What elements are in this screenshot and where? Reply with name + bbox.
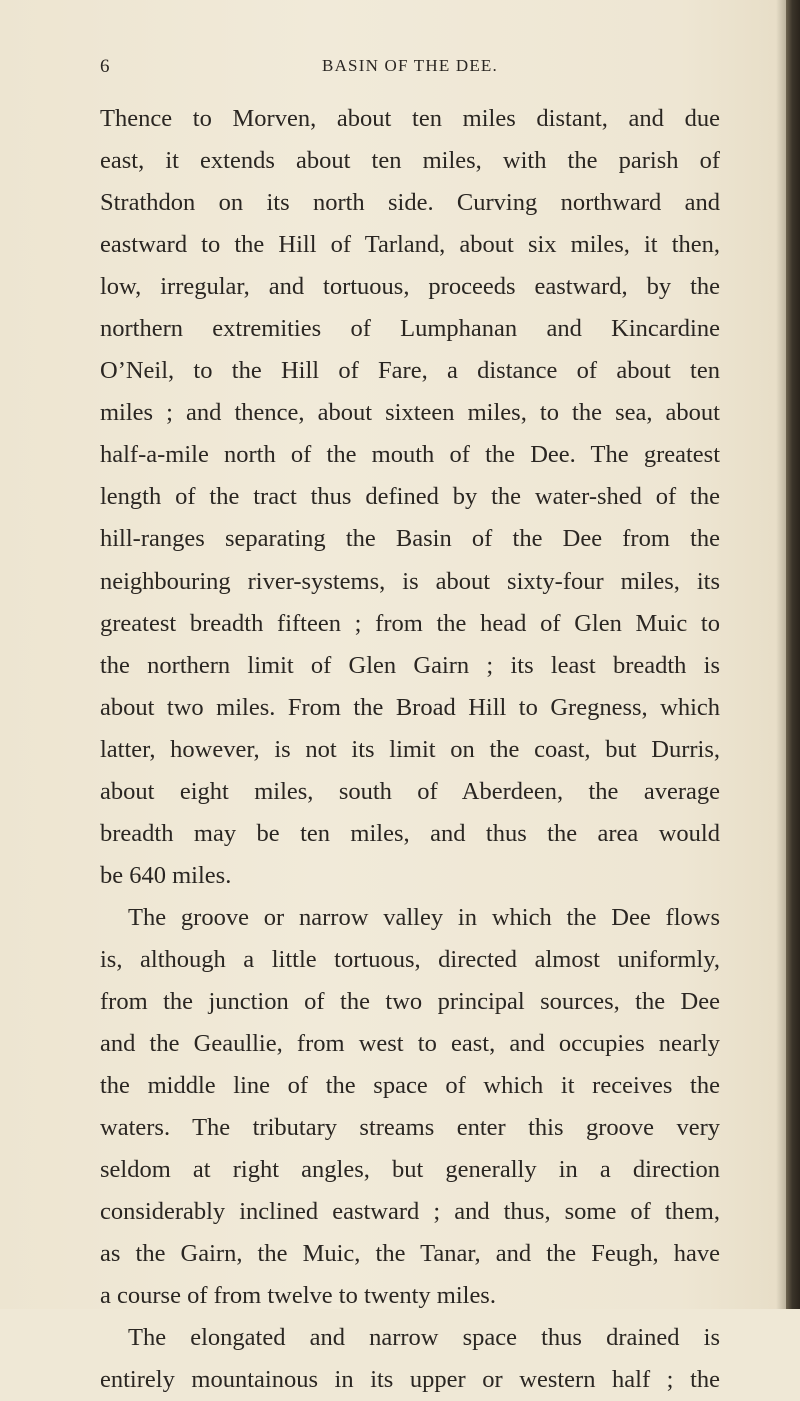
page-edge-shadow xyxy=(776,0,786,1309)
binding-edge xyxy=(786,0,800,1309)
text-line: is, although a little tortuous, directed almost uniformly, xyxy=(100,945,720,973)
text-line: The elongated and narrow space thus drained is xyxy=(128,1324,720,1352)
text-line: neighbouring river-systems, is about sixty-four miles, its xyxy=(100,567,720,595)
text-line: and the Geaullie, from west to east, and occupies nearly xyxy=(100,1030,720,1058)
text-line: length of the tract thus defined by the water-shed of the xyxy=(100,483,720,511)
text-line: about eight miles, south of Aberdeen, the average xyxy=(100,777,720,805)
text-line: east, it extends about ten miles, with the parish of xyxy=(100,147,720,175)
text-line: entirely mountainous in its upper or western half ; the xyxy=(100,1366,720,1394)
text-line: miles ; and thence, about sixteen miles, to the sea, about xyxy=(100,399,720,427)
text-line: eastward to the Hill of Tarland, about six miles, it then, xyxy=(100,231,720,259)
text-line: waters. The tributary streams enter this groove very xyxy=(100,1114,720,1142)
text-line: low, irregular, and tortuous, proceeds eastward, by the xyxy=(100,273,720,301)
text-line: latter, however, is not its limit on the coast, but Durris, xyxy=(100,735,720,763)
text-line: about two miles. From the Broad Hill to Gregness, which xyxy=(100,693,720,721)
text-line: greatest breadth fifteen ; from the head of Glen Muic to xyxy=(100,609,720,637)
text-line: hill-ranges separating the Basin of the Dee from the xyxy=(100,525,720,553)
text-line: considerably inclined eastward ; and thus, some of them, xyxy=(100,1198,720,1226)
text-line: the middle line of the space of which it receives the xyxy=(100,1072,720,1100)
text-line: northern extremities of Lumphanan and Kincardine xyxy=(100,315,720,343)
body-text xyxy=(100,98,720,1401)
text-line: Thence to Morven, about ten miles distant, and due xyxy=(100,105,720,132)
text-line: be 640 miles. xyxy=(100,861,232,889)
running-head xyxy=(100,56,720,86)
text-line: O’Neil, to the Hill of Fare, a distance of about ten xyxy=(100,357,720,385)
running-title: BASIN OF THE DEE. xyxy=(322,56,498,75)
text-line: from the junction of the two principal sources, the Dee xyxy=(100,987,720,1015)
page-number: 6 xyxy=(100,56,110,77)
text-line: a course of from twelve to twenty miles. xyxy=(100,1282,496,1310)
text-line: half-a-mile north of the mouth of the Dee. The greatest xyxy=(100,441,720,469)
text-line: The groove or narrow valley in which the Dee flows xyxy=(128,903,720,931)
text-line: seldom at right angles, but generally in a direction xyxy=(100,1156,720,1184)
text-line: as the Gairn, the Muic, the Tanar, and the Feugh, have xyxy=(100,1240,720,1268)
text-line: Strathdon on its north side. Curving northward and xyxy=(100,189,720,217)
text-line: breadth may be ten miles, and thus the area would xyxy=(100,819,720,847)
text-line: the northern limit of Glen Gairn ; its least breadth is xyxy=(100,651,720,679)
